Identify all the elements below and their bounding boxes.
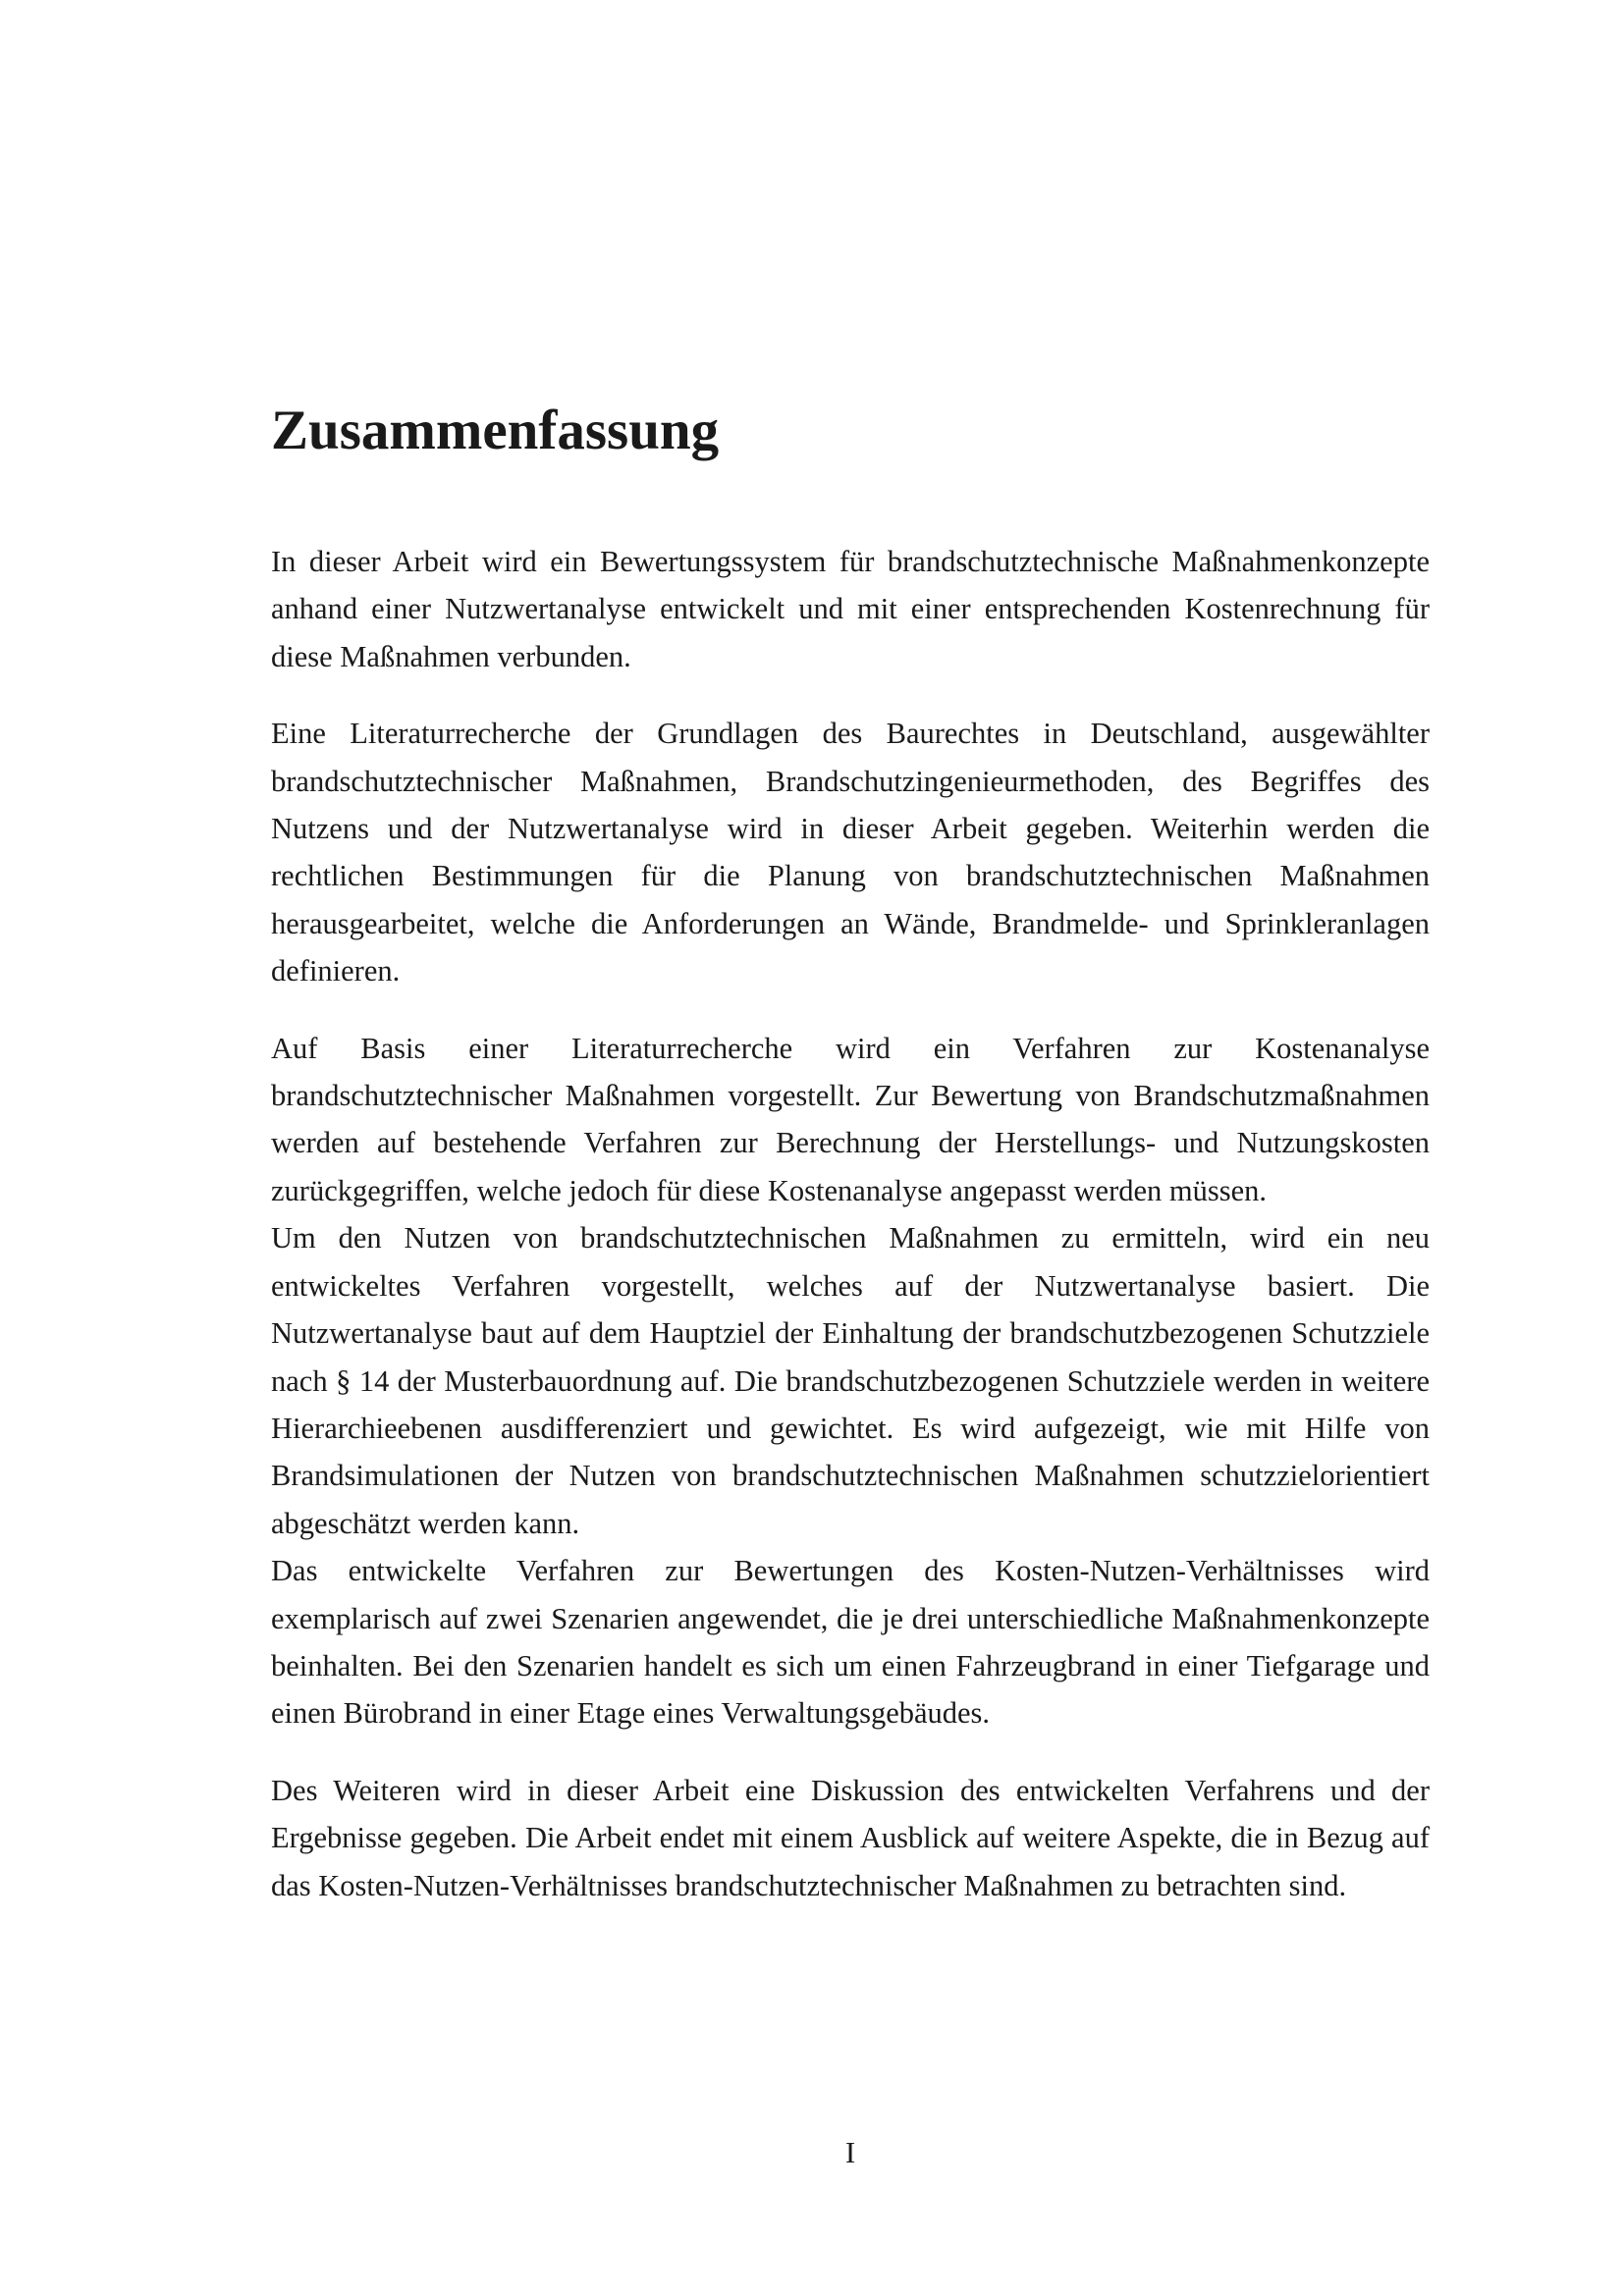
- paragraph-2: Eine Literaturrecherche der Grundlagen des Baurechtes in Deutschland, ausgewählter brandschutztechnischer Maßnahmen, Brandschutzingenieurmethoden, des Begriffes des Nutzens und der Nutzwertanalyse wird in dieser Arbeit gegeben. Weiterhin werden die rechtlichen Bestimmungen für die Planung von brandschutztechnischen Maßnahmen herausgearbeitet, welche die Anforderungen an Wände, Brandmelde- und Sprinkleranlagen definieren.: [271, 717, 1430, 988]
- paragraph-1: In dieser Arbeit wird ein Bewertungssystem für brandschutztechnische Maßnahmenkonzepte anhand einer Nutzwertanalyse entwickelt und mit einer entsprechenden Kostenrechnung für diese Maßnahmen verbunden.: [271, 545, 1430, 673]
- page-title: Zusammenfassung: [271, 400, 720, 461]
- paragraph-5: Das entwickelte Verfahren zur Bewertungen des Kosten-Nutzen-Verhältnisses wird exemplarisch auf zwei Szenarien angewendet, die je drei unterschiedliche Maßnahmenkonzepte beinhalten. Bei den Szenarien handelt es sich um einen Fahrzeugbrand in einer Tiefgarage und einen Bürobrand in einer Etage eines Verwaltungsgebäudes.: [271, 1554, 1430, 1731]
- abstract-body: [271, 538, 1430, 1909]
- paragraph-4: Um den Nutzen von brandschutztechnischen Maßnahmen zu ermitteln, wird ein neu entwickeltes Verfahren vorgestellt, welches auf der Nutzwertanalyse basiert. Die Nutzwertanalyse baut auf dem Hauptziel der Einhaltung der brandschutzbezogenen Schutzziele nach § 14 der Musterbauordnung auf. Die brandschutzbezogenen Schutzziele werden in weitere Hierarchieebenen ausdifferenziert und gewichtet. Es wird aufgezeigt, wie mit Hilfe von Brandsimulationen der Nutzen von brandschutztechnischen Maßnahmen schutzzielorientiert abgeschätzt werden kann.: [271, 1221, 1430, 1540]
- paragraph-3: Auf Basis einer Literaturrecherche wird ein Verfahren zur Kostenanalyse brandschutztechnischer Maßnahmen vorgestellt. Zur Bewertung von Brandschutzmaßnahmen werden auf bestehende Verfahren zur Berechnung der Herstellungs- und Nutzungskosten zurückgegriffen, welche jedoch für diese Kostenanalyse angepasst werden müssen.: [271, 1031, 1430, 1207]
- page-number: I: [844, 2135, 856, 2169]
- paragraph-6: Des Weiteren wird in dieser Arbeit eine Diskussion des entwickelten Verfahrens und der Ergebnisse gegeben. Die Arbeit endet mit einem Ausblick auf weitere Aspekte, die in Bezug auf das Kosten-Nutzen-Verhältnisses brandschutztechnischer Maßnahmen zu betrachten sind.: [271, 1773, 1430, 1902]
